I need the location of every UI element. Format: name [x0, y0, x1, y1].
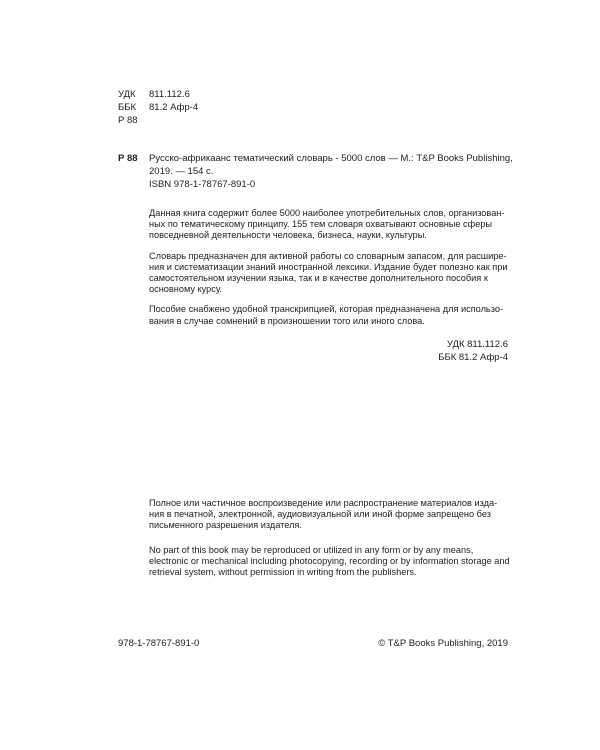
reference-line: 2019. — 154 с.	[149, 166, 214, 177]
text-line: ния и систематизации знаний иностранной лексики. Издание будет полезно как при	[149, 261, 508, 272]
copyright-notice-ru	[149, 498, 508, 532]
classification-key: УДК	[118, 89, 136, 100]
classification-key: ББК	[118, 102, 137, 113]
text-line: вания в случае сомнений в произношении того или иного слова.	[149, 315, 425, 326]
text-line: electronic or mechanical including photocopying, recording or by information storage and	[149, 556, 510, 567]
text-line: Словарь предназначен для активной работы со словарным запасом, для расшире-	[149, 250, 507, 261]
reference-line: Русско-африкаанс тематический словарь - 5000 слов — М.: T&P Books Publishing,	[149, 153, 513, 164]
author-code: Р 88	[118, 153, 138, 164]
description-paragraph	[149, 208, 508, 242]
text-line: Полное или частичное воспроизведение или распространение материалов изда-	[149, 498, 498, 508]
text-line: самостоятельном изучении языка, так и в качестве дополнительного пособия к	[149, 273, 488, 284]
text-line: Пособие снабжено удобной транскрипцией, которая предназначена для использо-	[149, 304, 503, 315]
footer-copyright: © T&P Books Publishing, 2019	[378, 638, 508, 649]
classification-key: Р 88	[118, 115, 138, 126]
description	[149, 208, 508, 336]
classification-row-udk	[118, 88, 198, 101]
text-line: письменного разрешения издателя.	[149, 520, 302, 531]
classification-block	[118, 88, 198, 127]
description-paragraph	[149, 251, 508, 296]
text-line: retrieval system, without permission in writing from the publishers.	[149, 567, 417, 578]
bibliographic-reference	[149, 152, 513, 191]
footer-isbn: 978-1-78767-891-0	[118, 638, 200, 649]
description-paragraph	[149, 304, 508, 326]
text-line: основному курсу.	[149, 284, 223, 295]
text-line: No part of this book may be reproduced or utilized in any form or by any means,	[149, 545, 474, 555]
copyright-notice-en	[149, 545, 508, 579]
text-line: ния в печатной, электронной, аудиовизуальной или иной форме запрещено без	[149, 509, 491, 520]
classification-right	[438, 338, 508, 364]
classification-value: 81.2 Афр-4	[149, 102, 199, 113]
text-line: повседневной деятельности человека, бизнеса, науки, культуры.	[149, 230, 427, 241]
text-line: ных по тематическому принципу. 155 тем словаря охватывают основные сферы	[149, 219, 493, 230]
text-line: Данная книга содержит более 5000 наиболее употребительных слов, организован-	[149, 208, 505, 218]
bbk-line: ББК 81.2 Афр-4	[438, 352, 508, 363]
isbn-line: ISBN 978-1-78767-891-0	[149, 179, 256, 190]
classification-row-author-code	[118, 114, 198, 127]
udk-line: УДК 811.112.6	[446, 339, 508, 350]
classification-row-bbk	[118, 101, 198, 114]
classification-value: 811.112.6	[149, 89, 190, 100]
